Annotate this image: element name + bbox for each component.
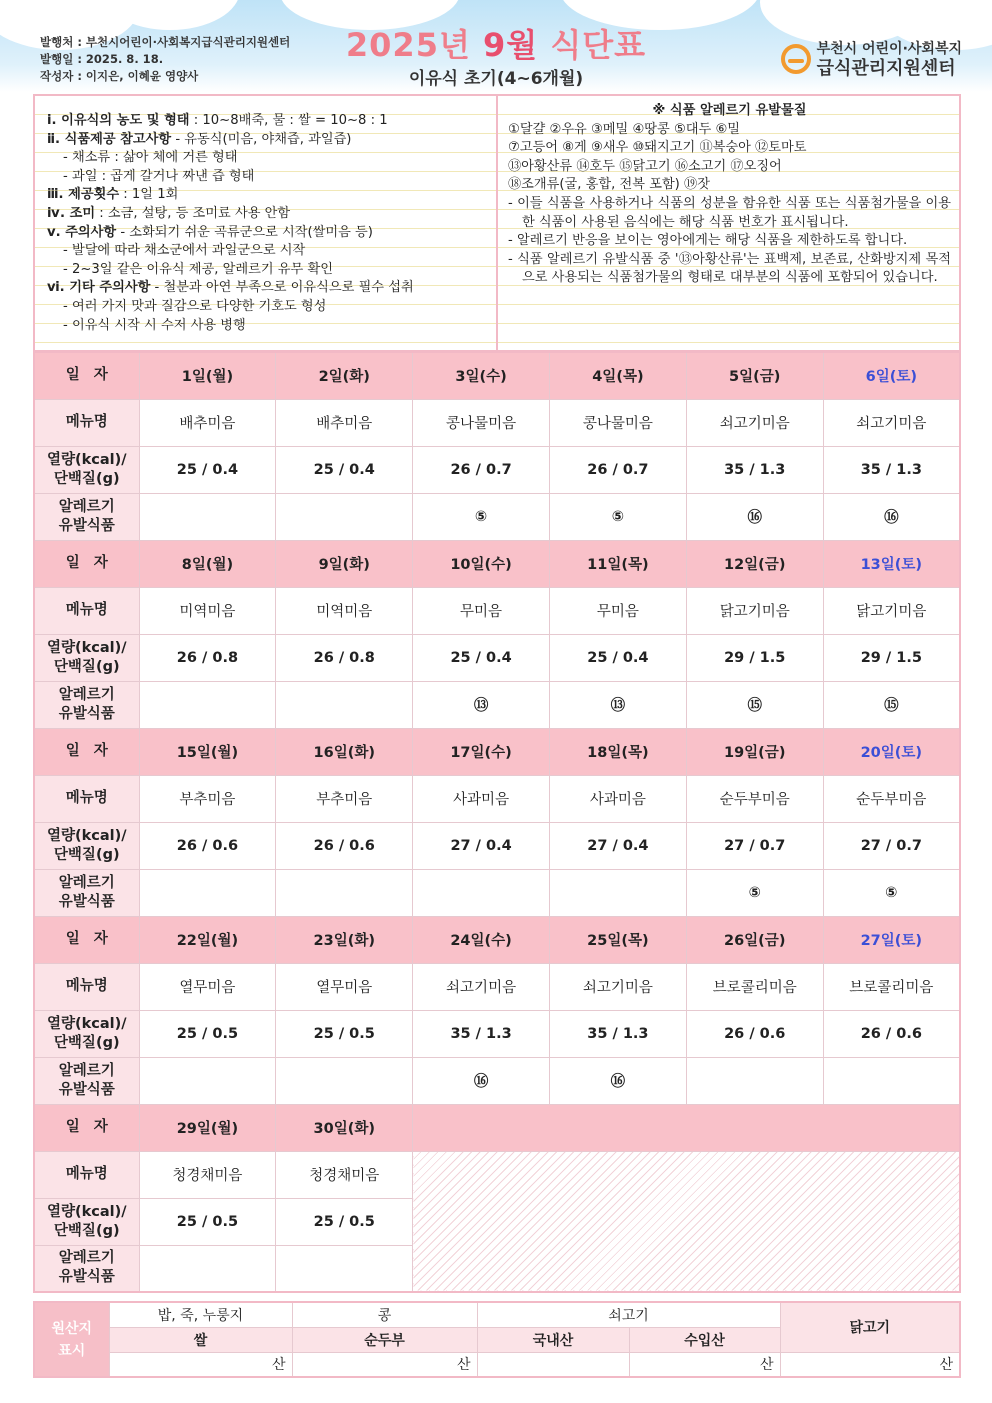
menu-label: 메뉴명 xyxy=(34,775,139,822)
date-label: 일자 xyxy=(34,540,139,587)
nutrition-cell: 26 / 0.7 xyxy=(413,446,550,493)
guideline-line: ⅳ. 조미 : 소금, 설탕, 등 조미료 사용 안함 xyxy=(47,205,291,221)
nutrition-label: 열량(kcal)/ 단백질(g) xyxy=(34,1198,139,1245)
nutrition-cell: 25 / 0.5 xyxy=(139,1010,276,1057)
header xyxy=(0,0,992,92)
nutrition-cell: 25 / 0.4 xyxy=(139,446,276,493)
allergen-label: 알레르기 유발식품 xyxy=(34,1057,139,1104)
menu-label: 메뉴명 xyxy=(34,587,139,634)
date-label: 일자 xyxy=(34,1104,139,1151)
info-box xyxy=(33,94,961,352)
menu-cell: 무미음 xyxy=(549,587,686,634)
nutrition-cell: 35 / 1.3 xyxy=(823,446,960,493)
menu-cell: 순두부미음 xyxy=(686,775,823,822)
center-logo xyxy=(781,40,962,78)
menu-cell: 미역미음 xyxy=(139,587,276,634)
origin-chicken-value: 산 xyxy=(780,1352,960,1377)
nutrition-cell: 26 / 0.8 xyxy=(139,634,276,681)
guideline-line: ⅵ. 기타 주의사항 - 철분과 아연 부족으로 이유식으로 필수 섭취 xyxy=(47,280,414,296)
menu-cell: 부추미음 xyxy=(139,775,276,822)
allergen-cell: ⑯ xyxy=(686,493,823,540)
allergen-cell: ⑯ xyxy=(823,493,960,540)
guideline-line: - 발달에 따라 채소군에서 과일군으로 시작 xyxy=(63,243,306,259)
origin-label: 원산지 표시 xyxy=(34,1302,109,1377)
date-cell: 13일(토) xyxy=(823,540,960,587)
origin-beef-domestic: 국내산 xyxy=(477,1327,629,1352)
allergen-row xyxy=(34,1057,960,1104)
date-cell: 15일(월) xyxy=(139,728,276,775)
allergen-label: 알레르기 유발식품 xyxy=(34,869,139,916)
nutrition-cell: 25 / 0.4 xyxy=(276,446,413,493)
date-row xyxy=(34,1104,960,1151)
issue-date-line: 발행일 : 2025. 8. 18. xyxy=(40,52,164,66)
date-cell: 18일(목) xyxy=(549,728,686,775)
menu-table xyxy=(33,351,961,1293)
author-line: 작성자 : 이지은, 이혜윤 영양사 xyxy=(40,69,199,83)
date-cell: 8일(월) xyxy=(139,540,276,587)
menu-cell: 청경채미음 xyxy=(276,1151,413,1198)
date-label: 일자 xyxy=(34,728,139,775)
allergen-row xyxy=(34,493,960,540)
nutrition-cell: 35 / 1.3 xyxy=(413,1010,550,1057)
nutrition-label: 열량(kcal)/ 단백질(g) xyxy=(34,822,139,869)
date-cell: 20일(토) xyxy=(823,728,960,775)
menu-cell: 브로콜리미음 xyxy=(823,963,960,1010)
origin-rice: 쌀 xyxy=(109,1327,292,1352)
origin-rice-value: 산 xyxy=(109,1352,292,1377)
allergen-row xyxy=(34,869,960,916)
allergen-cell: ⑮ xyxy=(686,681,823,728)
allergen-list-line: ⑦고등어 ⑧게 ⑨새우 ⑩돼지고기 ⑪복숭아 ⑫토마토 xyxy=(508,140,807,156)
menu-label: 메뉴명 xyxy=(34,399,139,446)
origin-beef-domestic-value xyxy=(477,1352,629,1377)
origin-bean: 순두부 xyxy=(292,1327,477,1352)
origin-chicken: 닭고기 xyxy=(780,1302,960,1352)
guideline-line: ⅱ. 식품제공 참고사항 - 유동식(미음, 야채즙, 과일즙) xyxy=(47,131,352,147)
menu-cell: 브로콜리미음 xyxy=(686,963,823,1010)
date-row xyxy=(34,352,960,399)
date-cell: 5일(금) xyxy=(686,352,823,399)
allergen-cell xyxy=(139,493,276,540)
nutrition-row xyxy=(34,634,960,681)
menu-cell: 배추미음 xyxy=(139,399,276,446)
logo-text-line1: 부천시 어린이·사회복지 xyxy=(816,41,962,57)
nutrition-row xyxy=(34,446,960,493)
date-cell: 2일(화) xyxy=(276,352,413,399)
date-cell: 25일(목) xyxy=(549,916,686,963)
title-month: 9월 xyxy=(483,26,539,64)
guideline-line: ⅰ. 이유식의 농도 및 형태 : 10~8배죽, 물 : 쌀 = 10~8 : 1 xyxy=(47,113,388,128)
menu-cell: 무미음 xyxy=(413,587,550,634)
allergen-list-line: ①달걀 ②우유 ③메밀 ④땅콩 ⑤대두 ⑥밀 xyxy=(508,121,741,137)
nutrition-cell: 26 / 0.6 xyxy=(823,1010,960,1057)
nutrition-cell: 25 / 0.5 xyxy=(139,1198,276,1245)
allergen-cell: ⑬ xyxy=(549,681,686,728)
menu-cell: 순두부미음 xyxy=(823,775,960,822)
allergen-list-line: ⑬아황산류 ⑭호두 ⑮닭고기 ⑯소고기 ⑰오징어 xyxy=(508,158,782,174)
allergen-cell: ⑤ xyxy=(549,493,686,540)
guideline-line: - 이유식 시작 시 수저 사용 병행 xyxy=(63,317,246,333)
allergen-cell xyxy=(686,1057,823,1104)
allergen-cell xyxy=(413,869,550,916)
guideline-line: - 과일 : 곱게 갈거나 짜낸 즙 형태 xyxy=(63,168,255,184)
allergen-cell xyxy=(276,493,413,540)
allergen-label: 알레르기 유발식품 xyxy=(34,493,139,540)
menu-cell: 쇠고기미음 xyxy=(823,399,960,446)
nutrition-cell: 27 / 0.4 xyxy=(549,822,686,869)
date-cell: 24일(수) xyxy=(413,916,550,963)
nutrition-cell: 25 / 0.4 xyxy=(549,634,686,681)
allergen-cell xyxy=(549,869,686,916)
date-label: 일자 xyxy=(34,916,139,963)
date-cell: 27일(토) xyxy=(823,916,960,963)
allergen-cell: ⑯ xyxy=(549,1057,686,1104)
date-cell: 3일(수) xyxy=(413,352,550,399)
menu-label: 메뉴명 xyxy=(34,1151,139,1198)
origin-beef-import-value: 산 xyxy=(629,1352,780,1377)
allergen-cell: ⑬ xyxy=(413,681,550,728)
guideline-line: - 채소류 : 삶아 체에 거른 형태 xyxy=(63,150,238,166)
allergen-cell xyxy=(276,869,413,916)
allergen-cell xyxy=(139,681,276,728)
page-title: 2025년 9월 식단표 xyxy=(345,26,647,64)
menu-cell: 사과미음 xyxy=(549,775,686,822)
allergen-note: - 이들 식품을 사용하거나 식품의 성분을 함유한 식품 또는 식품첨가물을 이용한 식품이 사용된 음식에는 해당 식품 번호가 표시됩니다. xyxy=(508,195,951,230)
nutrition-cell: 27 / 0.7 xyxy=(823,822,960,869)
nutrition-row xyxy=(34,1010,960,1057)
nutrition-label: 열량(kcal)/ 단백질(g) xyxy=(34,446,139,493)
menu-row xyxy=(34,399,960,446)
date-cell: 19일(금) xyxy=(686,728,823,775)
menu-cell: 배추미음 xyxy=(276,399,413,446)
date-cell: 6일(토) xyxy=(823,352,960,399)
empty-hatch-cell xyxy=(413,1151,960,1292)
allergen-note: - 알레르기 반응을 보이는 영아에게는 해당 식품을 제한하도록 합니다. xyxy=(508,233,908,249)
date-cell: 4일(목) xyxy=(549,352,686,399)
date-label: 일자 xyxy=(34,352,139,399)
nutrition-row xyxy=(34,822,960,869)
allergen-cell: ⑤ xyxy=(686,869,823,916)
menu-row xyxy=(34,1151,960,1198)
origin-beef-import: 수입산 xyxy=(629,1327,780,1352)
menu-cell: 쇠고기미음 xyxy=(549,963,686,1010)
menu-row xyxy=(34,775,960,822)
nutrition-label: 열량(kcal)/ 단백질(g) xyxy=(34,634,139,681)
allergen-list-line: ⑱조개류(굴, 홍합, 전복 포함) ⑲잣 xyxy=(508,177,710,193)
date-cell: 12일(금) xyxy=(686,540,823,587)
menu-cell: 미역미음 xyxy=(276,587,413,634)
menu-cell: 쇠고기미음 xyxy=(413,963,550,1010)
origin-bean-value: 산 xyxy=(292,1352,477,1377)
menu-label: 메뉴명 xyxy=(34,963,139,1010)
issuer-line: 발행처 : 부천시어린이·사회복지급식관리지원센터 xyxy=(40,35,291,49)
nutrition-cell: 25 / 0.4 xyxy=(413,634,550,681)
allergen-cell: ⑤ xyxy=(413,493,550,540)
menu-cell: 쇠고기미음 xyxy=(686,399,823,446)
origin-rice-group: 밥, 죽, 누룽지 xyxy=(109,1302,292,1327)
date-cell: 29일(월) xyxy=(139,1104,276,1151)
menu-cell: 콩나물미음 xyxy=(413,399,550,446)
menu-cell: 청경채미음 xyxy=(139,1151,276,1198)
nutrition-cell: 35 / 1.3 xyxy=(686,446,823,493)
guideline-line: - 2~3일 같은 이유식 제공, 알레르기 유무 확인 xyxy=(63,261,333,277)
date-cell: 30일(화) xyxy=(276,1104,413,1151)
allergen-label: 알레르기 유발식품 xyxy=(34,1245,139,1292)
nutrition-cell: 26 / 0.7 xyxy=(549,446,686,493)
date-cell: 1일(월) xyxy=(139,352,276,399)
guideline-line: ⅲ. 제공횟수 : 1일 1회 xyxy=(47,187,179,203)
origin-beef-group: 쇠고기 xyxy=(477,1302,780,1327)
allergen-notice-title: ※ 식품 알레르기 유발물질 xyxy=(652,103,807,118)
nutrition-cell: 26 / 0.6 xyxy=(276,822,413,869)
origin-bean-group: 콩 xyxy=(292,1302,477,1327)
menu-row xyxy=(34,963,960,1010)
allergen-cell xyxy=(823,1057,960,1104)
feeding-guidelines xyxy=(35,96,498,350)
date-cell: 22일(월) xyxy=(139,916,276,963)
date-row xyxy=(34,728,960,775)
date-cell: 9일(화) xyxy=(276,540,413,587)
smile-logo-icon xyxy=(781,44,811,74)
allergen-cell: ⑯ xyxy=(413,1057,550,1104)
allergen-cell xyxy=(139,1245,276,1292)
date-cell: 10일(수) xyxy=(413,540,550,587)
guideline-line: - 여러 가지 맛과 질감으로 다양한 기호도 형성 xyxy=(63,298,327,314)
nutrition-cell: 26 / 0.6 xyxy=(686,1010,823,1057)
allergen-row xyxy=(34,681,960,728)
allergen-note: - 식품 알레르기 유발식품 중 '⑬아황산류'는 표백제, 보존료, 산화방지제 목적으로 사용되는 식품첨가물의 형태로 대부분의 식품에 포함되어 있습니다. xyxy=(508,251,951,286)
guideline-line: ⅴ. 주의사항 - 소화되기 쉬운 곡류군으로 시작(쌀미음 등) xyxy=(47,224,373,240)
logo-text-line2: 급식관리지원센터 xyxy=(816,58,956,79)
nutrition-cell: 26 / 0.6 xyxy=(139,822,276,869)
date-row xyxy=(34,916,960,963)
menu-cell: 콩나물미음 xyxy=(549,399,686,446)
date-row xyxy=(34,540,960,587)
menu-cell: 닭고기미음 xyxy=(823,587,960,634)
date-cell: 11일(목) xyxy=(549,540,686,587)
allergen-notice xyxy=(498,96,959,350)
nutrition-cell: 25 / 0.5 xyxy=(276,1198,413,1245)
nutrition-cell: 29 / 1.5 xyxy=(686,634,823,681)
allergen-label: 알레르기 유발식품 xyxy=(34,681,139,728)
date-cell: 26일(금) xyxy=(686,916,823,963)
nutrition-cell: 35 / 1.3 xyxy=(549,1010,686,1057)
allergen-cell xyxy=(139,869,276,916)
nutrition-cell: 27 / 0.7 xyxy=(686,822,823,869)
menu-row xyxy=(34,587,960,634)
allergen-cell xyxy=(276,1057,413,1104)
nutrition-label: 열량(kcal)/ 단백질(g) xyxy=(34,1010,139,1057)
origin-table xyxy=(33,1301,961,1378)
allergen-cell xyxy=(276,681,413,728)
date-cell: 17일(수) xyxy=(413,728,550,775)
allergen-cell: ⑮ xyxy=(823,681,960,728)
allergen-cell xyxy=(139,1057,276,1104)
date-cell: 16일(화) xyxy=(276,728,413,775)
nutrition-cell: 26 / 0.8 xyxy=(276,634,413,681)
nutrition-cell: 29 / 1.5 xyxy=(823,634,960,681)
nutrition-cell: 25 / 0.5 xyxy=(276,1010,413,1057)
menu-cell: 부추미음 xyxy=(276,775,413,822)
nutrition-cell: 27 / 0.4 xyxy=(413,822,550,869)
allergen-cell xyxy=(276,1245,413,1292)
menu-cell: 열무미음 xyxy=(276,963,413,1010)
menu-cell: 닭고기미음 xyxy=(686,587,823,634)
empty-date-cell xyxy=(413,1104,960,1151)
menu-cell: 사과미음 xyxy=(413,775,550,822)
date-cell: 23일(화) xyxy=(276,916,413,963)
page-subtitle: 이유식 초기(4~6개월) xyxy=(408,69,584,89)
allergen-cell: ⑤ xyxy=(823,869,960,916)
menu-cell: 열무미음 xyxy=(139,963,276,1010)
